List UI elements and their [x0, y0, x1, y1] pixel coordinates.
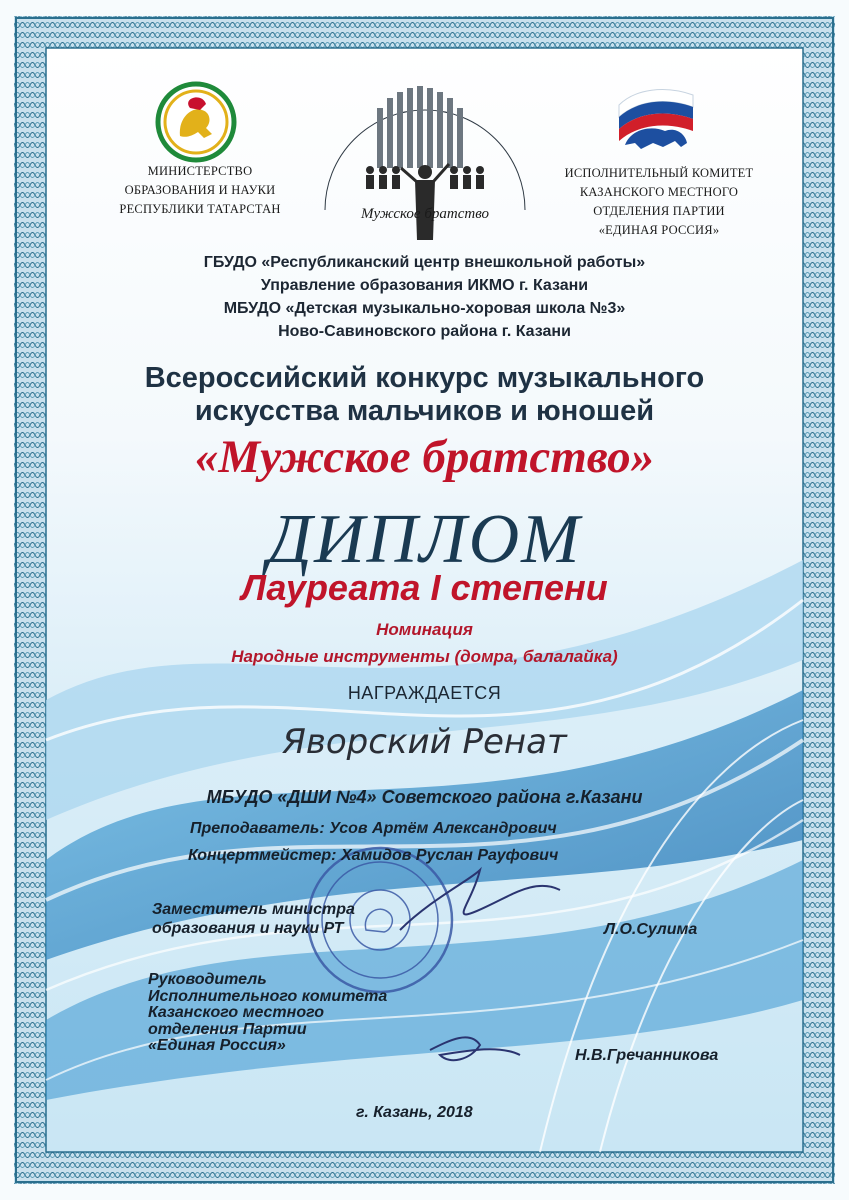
signatory-title-line: образования и науки РТ — [152, 920, 344, 937]
signatory-title-line: Казанского местного — [148, 1004, 325, 1021]
organizer-line: ГБУДО «Республиканский центр внешкольной работы» — [203, 254, 646, 271]
city-year: г. Казань, 2018 — [356, 1104, 473, 1121]
recipient-school: МБУДО «ДШИ №4» Советского района г.Казани — [206, 787, 643, 807]
left-org-name — [100, 162, 300, 219]
signatory-1-name: Л.О.Сулима — [604, 921, 698, 938]
nomination-label: Номинация — [376, 620, 473, 639]
contest-title-line: Всероссийский конкурс музыкального — [144, 362, 705, 394]
recipient-name: Яворский Ренат — [282, 722, 567, 762]
left-org-line: ОБРАЗОВАНИЯ И НАУКИ — [124, 183, 276, 197]
diploma-title: ДИПЛОМ — [267, 501, 582, 578]
signatory-title-line: Исполнительного комитета — [148, 987, 388, 1005]
right-org-line: КАЗАНСКОГО МЕСТНОГО — [579, 185, 739, 199]
organizer-line: Управление образования ИКМО г. Казани — [260, 277, 589, 294]
laureate-degree: Лауреата I степени — [241, 567, 608, 608]
right-org-name — [548, 164, 770, 240]
left-org-line: МИНИСТЕРСТВО — [147, 164, 253, 178]
organizers-block — [0, 251, 849, 343]
right-org-line: ОТДЕЛЕНИЯ ПАРТИИ — [593, 204, 725, 218]
contest-title-line: искусства мальчиков и юношей — [194, 395, 655, 427]
signatory-title-line: Руководитель — [148, 971, 267, 988]
organizer-line: Ново-Савиновского района г. Казани — [278, 323, 571, 340]
tatarstan-emblem-icon — [158, 84, 234, 160]
teacher-line: Преподаватель: Усов Артём Александрович — [190, 820, 557, 837]
signatory-title-line: отделения Партии — [148, 1020, 307, 1038]
signatory-2-name: Н.В.Гречанникова — [575, 1047, 719, 1064]
signatory-title-line: Заместитель министра — [152, 901, 355, 918]
right-org-line: «ЕДИНАЯ РОССИЯ» — [598, 223, 720, 237]
united-russia-bear-icon — [619, 90, 693, 149]
right-org-line: ИСПОЛНИТЕЛЬНЫЙ КОМИТЕТ — [564, 166, 754, 180]
contest-title — [0, 362, 849, 428]
left-org-line: РЕСПУБЛИКИ ТАТАРСТАН — [119, 202, 281, 216]
signatory-title-line: «Единая Россия» — [148, 1037, 286, 1054]
contest-logo-title: Мужское братство — [360, 206, 490, 222]
signatory-1-title — [152, 900, 355, 938]
signatory-2-title — [148, 972, 387, 1055]
nomination-value: Народные инструменты (домра, балалайка) — [231, 647, 618, 666]
organizer-line: МБУДО «Детская музыкально-хоровая школа №3» — [223, 300, 626, 317]
accompanist-line: Концертмейстер: Хамидов Руслан Рауфович — [188, 847, 559, 864]
awarded-label: НАГРАЖДАЕТСЯ — [347, 683, 502, 703]
contest-name: «Мужское братство» — [194, 431, 655, 483]
